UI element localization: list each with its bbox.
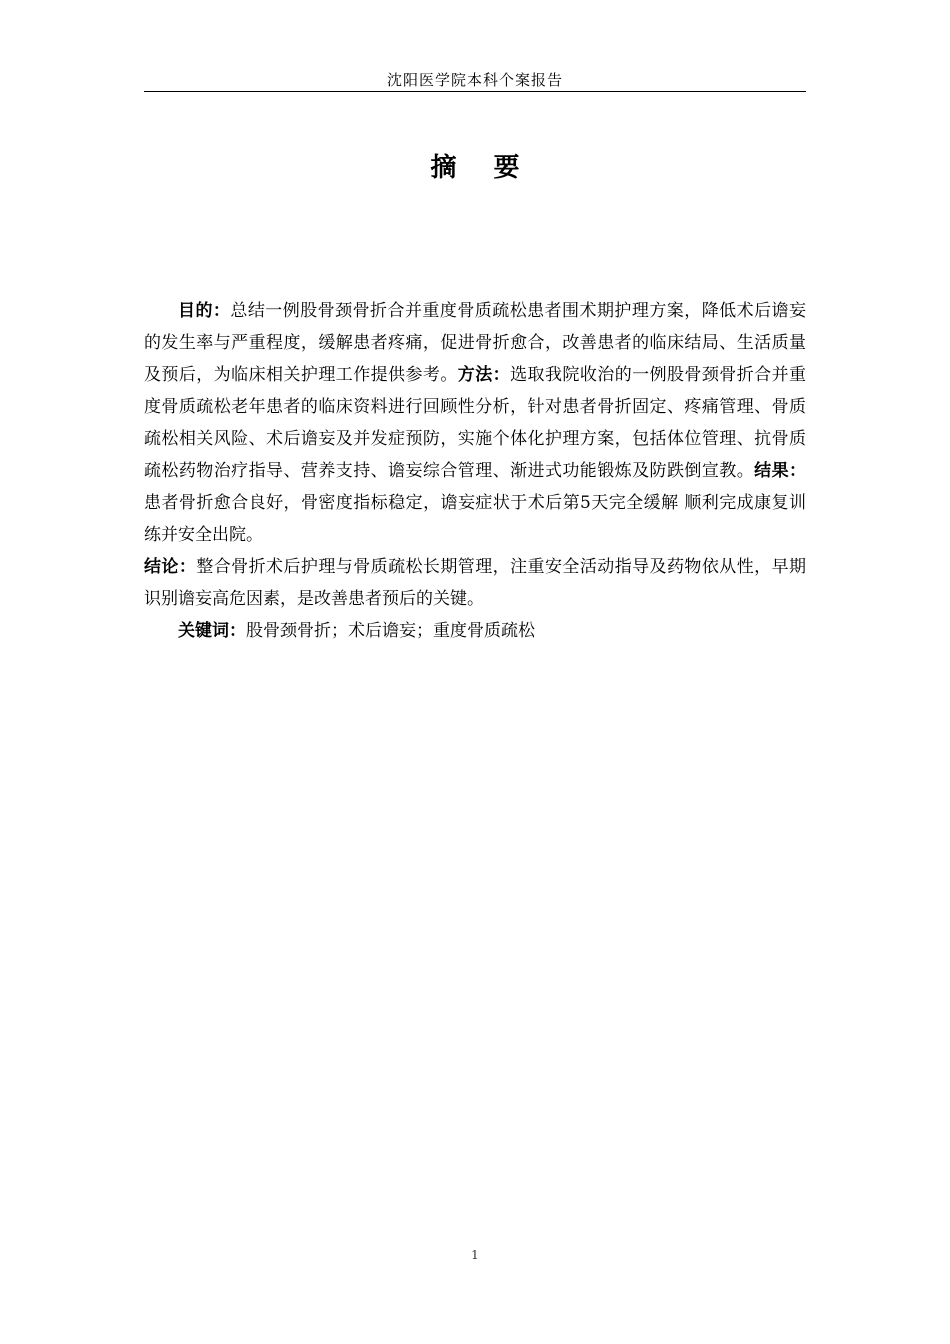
abstract-body — [144, 295, 806, 647]
text-result: 患者骨折愈合良好，骨密度指标稳定，谵妄症状于术后第5天完全缓解 顺利完成康复训练并安全出院。 — [144, 493, 806, 545]
label-method: 方法： — [457, 365, 511, 385]
text-method: 选取我院收治的一例股骨颈骨折合并重度骨质疏松老年患者的临床资料进行回顾性分析，针对患者骨折固定、疼痛管理、骨质疏松相关风险、术后谵妄及并发症预防，实施个体化护理方案，包括体位管理、抗骨质疏松药物治疗指导、营养支持、谵妄综合管理、渐进式功能锻炼及防跌倒宣教。 — [144, 365, 807, 481]
header-rule — [144, 91, 806, 92]
abstract-paragraph — [144, 295, 806, 551]
running-header: 沈阳医学院本科个案报告 — [386, 71, 563, 89]
label-result: 结果： — [754, 461, 807, 481]
text-conclusion: 整合骨折术后护理与骨质疏松长期管理，注重安全活动指导及药物依从性，早期识别谵妄高危因素，是改善患者预后的关键。 — [144, 557, 807, 609]
page-number: 1 — [471, 1248, 479, 1262]
text-keywords: 股骨颈骨折；术后谵妄；重度骨质疏松 — [246, 621, 535, 641]
keywords-paragraph — [144, 615, 806, 647]
label-conclusion: 结论： — [144, 557, 197, 577]
label-purpose: 目的： — [178, 301, 231, 321]
conclusion-paragraph — [144, 551, 806, 615]
label-keywords: 关键词： — [178, 621, 246, 641]
text-purpose: 总结一例股骨颈骨折合并重度骨质疏松患者围术期护理方案，降低术后谵妄的发生率与严重程度，缓解患者疼痛，促进骨折愈合，改善患者的临床结局、生活质量及预后，为临床相关护理工作提供参考。 — [144, 301, 807, 385]
abstract-title: 摘 要 — [430, 153, 534, 183]
